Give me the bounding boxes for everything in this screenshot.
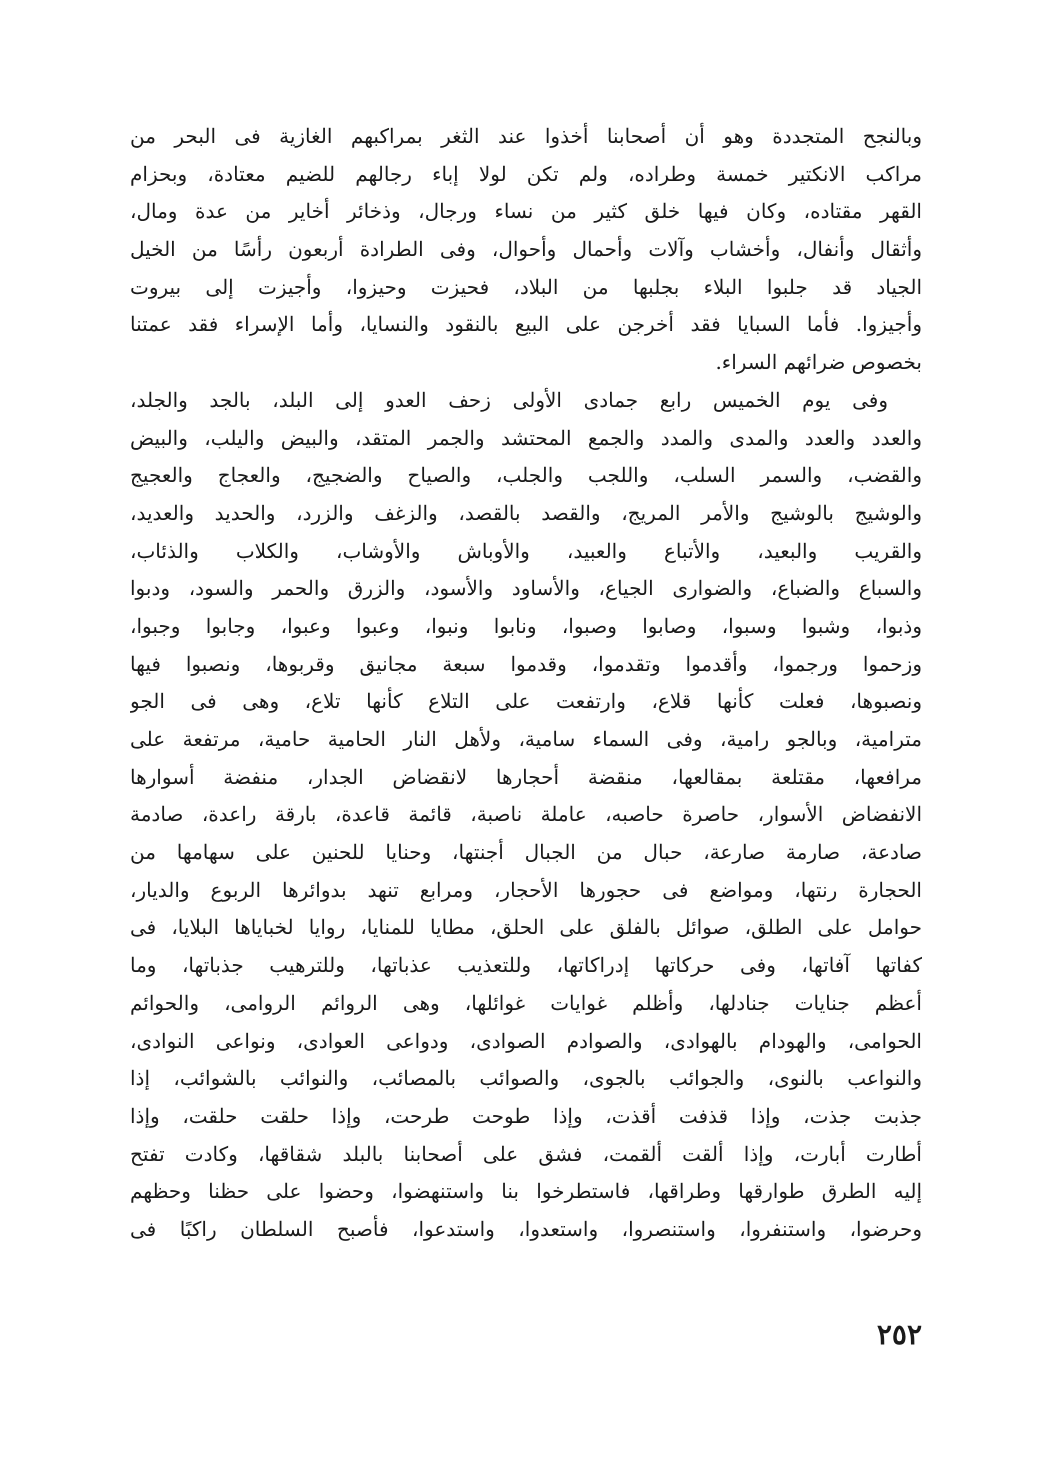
text-line: والنواعب بالنوى، والجوائب بالجوى، والصوائب بالمصائب، والنوائب بالشوائب، إذا xyxy=(130,1066,922,1091)
text-line: والعدد والعدد والمدى والمدد والجمع المحتشد والجمر المتقد، والبيض واليلب، والبيض xyxy=(130,425,922,450)
text-line: الانفضاض الأسوار، حاصرة حاصبه، عاملة ناصبة، قائمة قاعدة، بارقة راعدة، صادمة xyxy=(130,802,922,827)
text-line: وأجيزوا. فأما السبايا فقد أخرجن على البيع بالنقود والنسايا، وأما الإسراء فقد عمتنا xyxy=(130,312,922,337)
text-line: وأثقال وأنفال، وأخشاب وآلات وأحمال وأحوال، وفى الطرادة أربعون رأسًا من الخيل xyxy=(130,237,922,262)
text-line: حوامل على الطلق، صوائل بالفلق على الحلق، مطايا للمنايا، روايا لخباياها البلايا، فى xyxy=(130,915,922,940)
text-line: بخصوص ضرائهم السراء. xyxy=(715,350,922,375)
text-line: الحجارة رنتها، ومواضع فى حجورها الأحجار، ومرابع تنهد بدوائرها الربوع والديار، xyxy=(130,877,922,902)
paragraph-2 xyxy=(130,382,922,1249)
text-line: وحرضوا، واستنفروا، واستنصروا، واستعدوا، واستدعوا، فأصبح السلطان راكبًا فى xyxy=(130,1216,922,1241)
text-line: مترامية، وبالجو رامية، وفى السماء سامية، ولأهل النار الحامية حامية، مرتفعة على xyxy=(130,727,922,751)
text-line: وذبوا، وشبوا وسبوا، وصابوا وصبوا، ونابوا ونبوا، وعبوا وعبوا، وجابوا وجبوا، xyxy=(130,613,922,638)
text-line: الحوامى، والهودام بالهوادى، والصوادم الصوادى، ودواعى العوادى، ونواعى النوادى، xyxy=(130,1028,922,1053)
text-line: والسباع والضباع، والضوارى الجياع، والأساود والأسود، والزرق والحمر والسود، ودبوا xyxy=(130,576,922,601)
text-line: مرافعها، مقتلعة بمقالعها، منقضة أحجارها لانقضاض الجدار، منفضة أسوارها xyxy=(130,764,922,789)
text-line: أطارت أبارت، وإذا ألقت ألقمت، فشق على أصحابنا بالبلد شقاقها، وكادت تفتح xyxy=(130,1141,922,1166)
body-text xyxy=(130,118,922,1249)
text-line: وزحموا ورجموا، وأقدموا وتقدموا، وقدموا سبعة مجانيق وقربوها، ونصبوا فيها xyxy=(130,651,922,676)
text-line: وبالنجح المتجددة وهو أن أصحابنا أخذوا عند الثغر بمراكبهم الغازية فى البحر من xyxy=(130,124,922,148)
text-line: مراكب الانكتير خمسة وطراده، ولم تكن لولا إباء رجالهم للضيم معتادة، وبحزام xyxy=(130,161,922,186)
text-line: والوشيج بالوشيج والأمر المريج، والقصد بالقصد، والزغف والزرد، والحديد والعديد، xyxy=(130,500,922,525)
text-line: ونصبوها، فعلت كأنها قلاع، وارتفعت على التلاع كأنها تلاع، وهى فى الجو xyxy=(130,689,922,714)
text-line: كفاتها آفاتها، وفى حركاتها إدراكاتها، وللتعذيب عذباتها، وللترهيب جذباتها، وما xyxy=(130,953,922,978)
text-line: الجياد قد جلبوا البلاء بجلبها من البلاد، فحيزت وحيزوا، وأجيزت إلى بيروت xyxy=(130,274,922,299)
text-line: أعظم جنايات جنادلها، وأظلم غوايات غوائلها، وهى الروائم الروامى، والحوائم xyxy=(130,990,922,1015)
text-line: إليه الطرق طوارقها وطراقها، فاستطرخوا بنا واستنهضوا، وحضوا على حظنا وحظهم xyxy=(130,1179,922,1204)
text-line: والقريب والبعيد، والأتباع والعبيد، والأوباش والأوشاب، والكلاب والذئاب، xyxy=(130,538,922,563)
text-line: وفى يوم الخميس رابع جمادى الأولى زحف العدو إلى البلد، بالجد والجلد، xyxy=(130,387,888,412)
text-line: صادعة، صارمة صارعة، حبال من الجبال أجنتها، وحنايا للحنين على سهامها من xyxy=(130,840,922,865)
text-line: القهر مقتاده، وكان فيها خلق كثير من نساء ورجال، وذخائر أخاير من عدة ومال، xyxy=(130,199,922,224)
text-line: والقضب، والسمر السلب، واللجب والجلب، والصياح والضجيج، والعجاج والعجيج xyxy=(130,463,922,488)
text-line: جذبت جذت، وإذا قذفت أقذت، وإذا طوحت طرحت، وإذا حلقت حلقت، وإذا xyxy=(130,1103,922,1128)
paragraph-1 xyxy=(130,118,922,382)
page-number: ٢٥٢ xyxy=(876,1318,922,1351)
